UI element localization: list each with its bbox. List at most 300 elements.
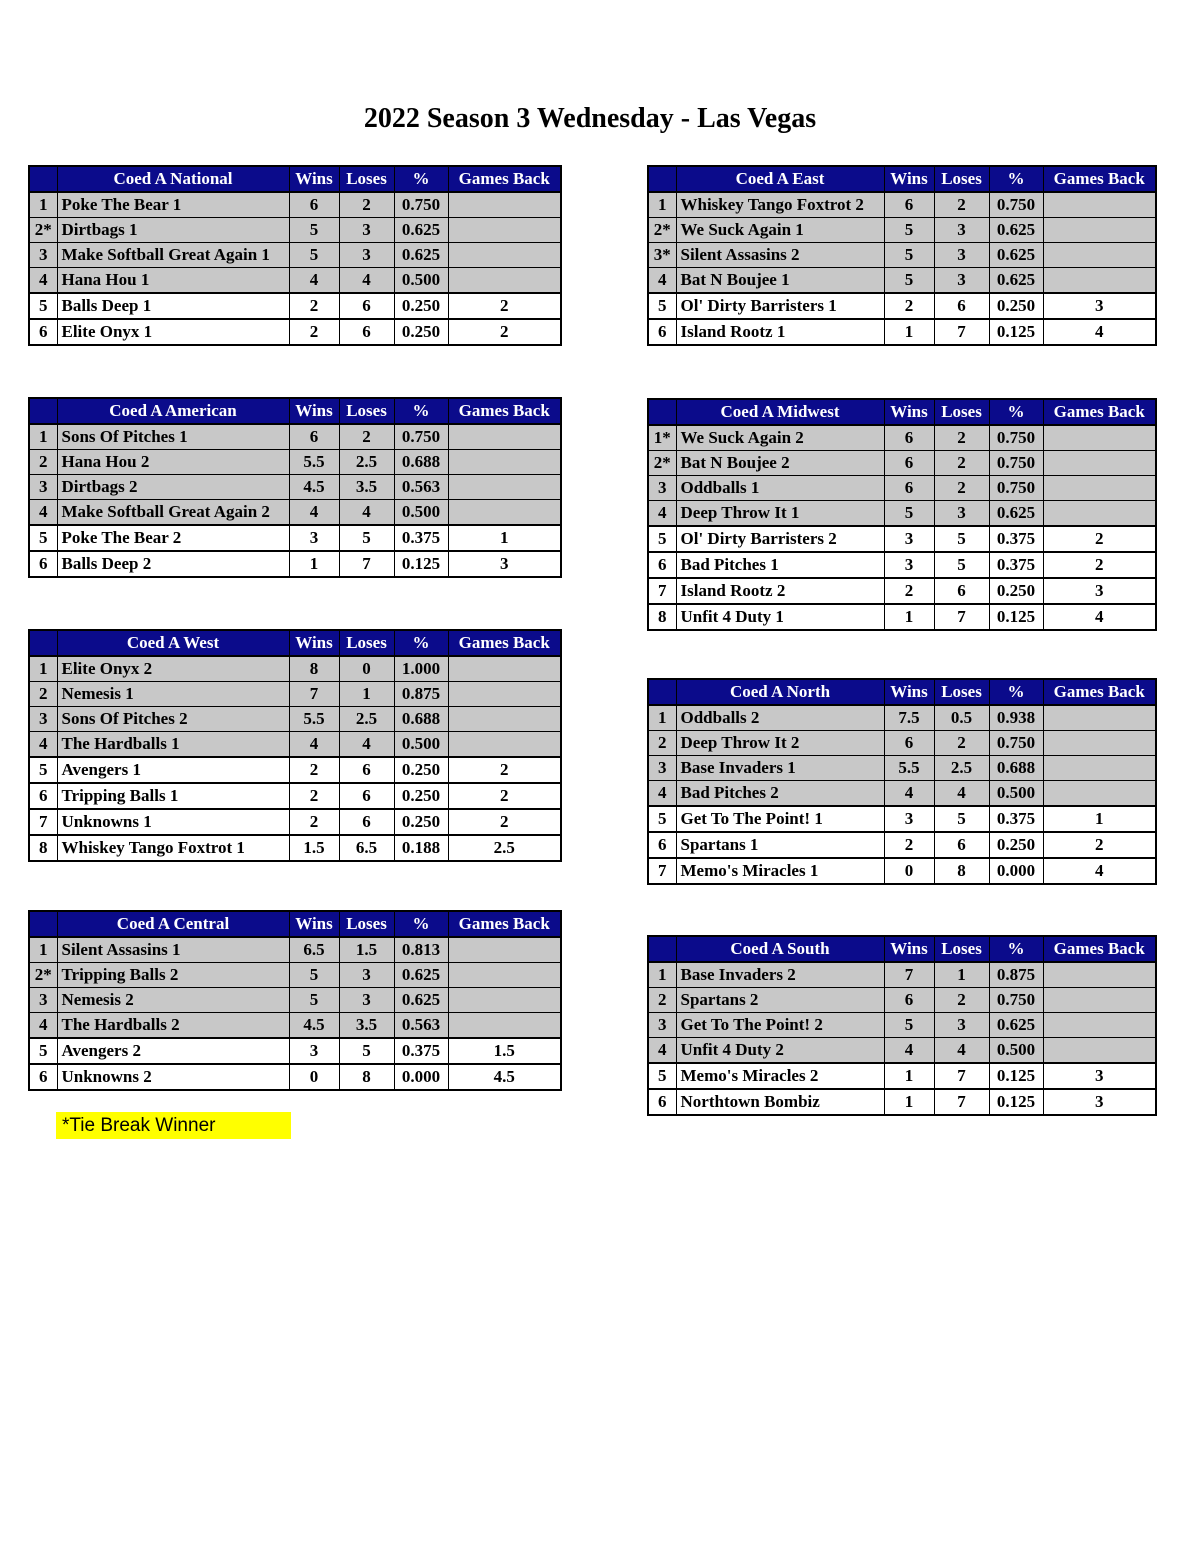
wins-value: 1 — [884, 1089, 934, 1115]
team-row — [648, 526, 1156, 552]
tie-break-footnote: *Tie Break Winner — [56, 1112, 291, 1139]
column-header: Wins — [884, 679, 934, 705]
rank-cell: 2* — [29, 963, 57, 988]
pct-value: 0.188 — [394, 835, 448, 861]
rank-cell: 5 — [648, 293, 676, 319]
loses-value: 0 — [339, 656, 394, 682]
games-back-value: 4 — [1043, 319, 1156, 345]
wins-value: 5 — [289, 988, 339, 1013]
team-name: Spartans 1 — [676, 832, 884, 858]
team-row — [648, 578, 1156, 604]
games-back-value — [448, 218, 561, 243]
loses-value: 6 — [339, 757, 394, 783]
loses-value: 5 — [934, 526, 989, 552]
standings-table — [647, 678, 1157, 885]
pct-value: 0.125 — [989, 604, 1043, 630]
wins-value: 1 — [884, 319, 934, 345]
games-back-value: 4 — [1043, 858, 1156, 884]
team-row — [29, 1038, 561, 1064]
pct-value: 0.375 — [989, 552, 1043, 578]
wins-value: 4 — [289, 500, 339, 526]
rank-cell: 2* — [648, 451, 676, 476]
games-back-value: 1 — [1043, 806, 1156, 832]
pct-value: 0.750 — [989, 192, 1043, 218]
rank-cell: 1 — [29, 424, 57, 450]
rank-cell: 6 — [648, 1089, 676, 1115]
loses-value: 4 — [339, 268, 394, 294]
rank-cell: 8 — [29, 835, 57, 861]
wins-value: 2 — [289, 293, 339, 319]
rank-cell: 2 — [29, 682, 57, 707]
column-header: Games Back — [448, 630, 561, 656]
wins-value: 2 — [884, 293, 934, 319]
pct-value: 0.500 — [394, 268, 448, 294]
wins-value: 6 — [884, 451, 934, 476]
rank-cell: 2* — [648, 218, 676, 243]
loses-value: 2 — [934, 425, 989, 451]
team-name: Sons Of Pitches 2 — [57, 707, 289, 732]
loses-value: 5 — [339, 1038, 394, 1064]
corner-cell — [29, 911, 57, 937]
team-row — [648, 1063, 1156, 1089]
rank-cell: 3 — [29, 707, 57, 732]
team-row — [648, 319, 1156, 345]
column-header: Games Back — [1043, 936, 1156, 962]
rank-cell: 4 — [29, 1013, 57, 1039]
rank-cell: 1 — [648, 705, 676, 731]
table-coed-a-american — [28, 397, 562, 578]
wins-value: 2 — [289, 809, 339, 835]
rank-cell: 1 — [29, 192, 57, 218]
column-header: Games Back — [1043, 166, 1156, 192]
games-back-value: 2 — [448, 809, 561, 835]
pct-value: 0.250 — [394, 809, 448, 835]
pct-value: 0.625 — [989, 501, 1043, 527]
rank-cell: 3 — [29, 475, 57, 500]
division-header: Coed A East — [676, 166, 884, 192]
team-name: Make Softball Great Again 1 — [57, 243, 289, 268]
column-header: Wins — [289, 911, 339, 937]
pct-value: 0.563 — [394, 1013, 448, 1039]
loses-value: 7 — [934, 1063, 989, 1089]
corner-cell — [29, 630, 57, 656]
loses-value: 7 — [934, 319, 989, 345]
team-row — [648, 552, 1156, 578]
standings-table — [28, 629, 562, 862]
team-name: Balls Deep 1 — [57, 293, 289, 319]
corner-cell — [648, 936, 676, 962]
pct-value: 0.375 — [394, 525, 448, 551]
team-row — [29, 293, 561, 319]
team-row — [29, 268, 561, 294]
games-back-value: 2 — [448, 319, 561, 345]
loses-value: 7 — [934, 1089, 989, 1115]
rank-cell: 2 — [648, 988, 676, 1013]
table-coed-a-north — [647, 678, 1157, 885]
team-name: Island Rootz 1 — [676, 319, 884, 345]
table-coed-a-central — [28, 910, 562, 1091]
team-name: Island Rootz 2 — [676, 578, 884, 604]
team-name: Make Softball Great Again 2 — [57, 500, 289, 526]
header-row — [648, 166, 1156, 192]
column-header: Loses — [934, 399, 989, 425]
wins-value: 5.5 — [289, 450, 339, 475]
team-row — [648, 756, 1156, 781]
team-row — [29, 500, 561, 526]
wins-value: 1.5 — [289, 835, 339, 861]
team-name: Deep Throw It 2 — [676, 731, 884, 756]
team-row — [29, 243, 561, 268]
loses-value: 3.5 — [339, 475, 394, 500]
team-row — [29, 1064, 561, 1090]
games-back-value: 2 — [1043, 832, 1156, 858]
column-header: % — [989, 936, 1043, 962]
team-name: Base Invaders 1 — [676, 756, 884, 781]
team-row — [648, 243, 1156, 268]
games-back-value — [1043, 501, 1156, 527]
loses-value: 2 — [934, 192, 989, 218]
games-back-value — [448, 500, 561, 526]
loses-value: 5 — [934, 552, 989, 578]
rank-cell: 6 — [648, 319, 676, 345]
wins-value: 5 — [884, 1013, 934, 1038]
team-name: Dirtbags 2 — [57, 475, 289, 500]
team-name: Avengers 2 — [57, 1038, 289, 1064]
pct-value: 0.688 — [394, 450, 448, 475]
team-name: Base Invaders 2 — [676, 962, 884, 988]
rank-cell: 5 — [648, 526, 676, 552]
wins-value: 4 — [884, 781, 934, 807]
loses-value: 2 — [934, 988, 989, 1013]
team-name: Oddballs 2 — [676, 705, 884, 731]
games-back-value — [448, 424, 561, 450]
wins-value: 3 — [884, 552, 934, 578]
pct-value: 0.500 — [989, 1038, 1043, 1064]
loses-value: 2.5 — [339, 450, 394, 475]
rank-cell: 3 — [648, 476, 676, 501]
team-row — [29, 218, 561, 243]
rank-cell: 1 — [648, 192, 676, 218]
team-name: Memo's Miracles 2 — [676, 1063, 884, 1089]
team-name: We Suck Again 2 — [676, 425, 884, 451]
team-row — [648, 268, 1156, 294]
wins-value: 4 — [884, 1038, 934, 1064]
division-header: Coed A Midwest — [676, 399, 884, 425]
rank-cell: 7 — [29, 809, 57, 835]
games-back-value — [448, 682, 561, 707]
games-back-value: 2 — [448, 783, 561, 809]
team-row — [648, 476, 1156, 501]
pct-value: 0.563 — [394, 475, 448, 500]
wins-value: 1 — [289, 551, 339, 577]
team-row — [29, 656, 561, 682]
rank-cell: 5 — [29, 757, 57, 783]
team-name: Get To The Point! 2 — [676, 1013, 884, 1038]
games-back-value — [1043, 1013, 1156, 1038]
column-header: % — [989, 679, 1043, 705]
loses-value: 3 — [339, 218, 394, 243]
rank-cell: 3 — [648, 756, 676, 781]
rank-cell: 7 — [648, 858, 676, 884]
wins-value: 5 — [289, 218, 339, 243]
team-name: Nemesis 1 — [57, 682, 289, 707]
loses-value: 3 — [934, 1013, 989, 1038]
rank-cell: 2 — [648, 731, 676, 756]
pct-value: 0.750 — [989, 476, 1043, 501]
team-row — [648, 192, 1156, 218]
pct-value: 0.875 — [989, 962, 1043, 988]
header-row — [648, 679, 1156, 705]
pct-value: 0.500 — [989, 781, 1043, 807]
wins-value: 1 — [884, 1063, 934, 1089]
team-row — [648, 425, 1156, 451]
loses-value: 1 — [934, 962, 989, 988]
games-back-value: 3 — [1043, 293, 1156, 319]
pct-value: 0.375 — [989, 806, 1043, 832]
games-back-value: 3 — [1043, 1063, 1156, 1089]
loses-value: 2 — [934, 451, 989, 476]
team-name: Tripping Balls 1 — [57, 783, 289, 809]
rank-cell: 4 — [648, 501, 676, 527]
wins-value: 5 — [884, 268, 934, 294]
team-row — [29, 319, 561, 345]
pct-value: 0.750 — [394, 192, 448, 218]
corner-cell — [648, 166, 676, 192]
team-name: Bat N Boujee 1 — [676, 268, 884, 294]
pct-value: 0.500 — [394, 500, 448, 526]
loses-value: 4 — [339, 500, 394, 526]
games-back-value — [1043, 731, 1156, 756]
team-row — [29, 757, 561, 783]
column-header: Games Back — [448, 166, 561, 192]
loses-value: 2 — [934, 731, 989, 756]
loses-value: 3.5 — [339, 1013, 394, 1039]
pct-value: 0.625 — [394, 988, 448, 1013]
pct-value: 0.000 — [989, 858, 1043, 884]
corner-cell — [29, 398, 57, 424]
games-back-value — [1043, 962, 1156, 988]
team-name: Unknowns 1 — [57, 809, 289, 835]
team-name: The Hardballs 2 — [57, 1013, 289, 1039]
games-back-value: 3 — [1043, 1089, 1156, 1115]
team-row — [648, 705, 1156, 731]
games-back-value — [448, 707, 561, 732]
team-name: Silent Assasins 2 — [676, 243, 884, 268]
team-name: The Hardballs 1 — [57, 732, 289, 758]
loses-value: 2 — [934, 476, 989, 501]
loses-value: 5 — [934, 806, 989, 832]
table-coed-a-national — [28, 165, 562, 346]
rank-cell: 4 — [648, 1038, 676, 1064]
column-header: Loses — [339, 166, 394, 192]
team-name: Elite Onyx 1 — [57, 319, 289, 345]
team-row — [648, 501, 1156, 527]
loses-value: 2.5 — [339, 707, 394, 732]
pct-value: 0.250 — [394, 293, 448, 319]
header-row — [29, 630, 561, 656]
team-name: Hana Hou 1 — [57, 268, 289, 294]
wins-value: 3 — [289, 1038, 339, 1064]
games-back-value — [448, 656, 561, 682]
team-row — [29, 424, 561, 450]
wins-value: 2 — [289, 319, 339, 345]
loses-value: 3 — [934, 501, 989, 527]
rank-cell: 1 — [29, 937, 57, 963]
loses-value: 1.5 — [339, 937, 394, 963]
pct-value: 0.625 — [989, 268, 1043, 294]
loses-value: 5 — [339, 525, 394, 551]
team-row — [648, 781, 1156, 807]
team-name: Balls Deep 2 — [57, 551, 289, 577]
games-back-value: 2.5 — [448, 835, 561, 861]
games-back-value — [448, 1013, 561, 1039]
rank-cell: 2 — [29, 450, 57, 475]
games-back-value — [448, 937, 561, 963]
wins-value: 6 — [884, 425, 934, 451]
team-row — [29, 835, 561, 861]
games-back-value — [448, 192, 561, 218]
games-back-value — [1043, 988, 1156, 1013]
wins-value: 6 — [289, 192, 339, 218]
pct-value: 0.125 — [989, 319, 1043, 345]
team-name: Poke The Bear 2 — [57, 525, 289, 551]
column-header: Loses — [339, 398, 394, 424]
division-header: Coed A Central — [57, 911, 289, 937]
team-name: Tripping Balls 2 — [57, 963, 289, 988]
wins-value: 5 — [884, 501, 934, 527]
team-name: Get To The Point! 1 — [676, 806, 884, 832]
loses-value: 6 — [934, 832, 989, 858]
pct-value: 0.750 — [989, 451, 1043, 476]
rank-cell: 5 — [648, 1063, 676, 1089]
loses-value: 3 — [934, 243, 989, 268]
table-coed-a-east — [647, 165, 1157, 346]
rank-cell: 5 — [29, 525, 57, 551]
column-header: Loses — [934, 679, 989, 705]
header-row — [29, 398, 561, 424]
loses-value: 2 — [339, 192, 394, 218]
wins-value: 5.5 — [884, 756, 934, 781]
rank-cell: 5 — [29, 293, 57, 319]
column-header: Wins — [884, 166, 934, 192]
games-back-value — [1043, 425, 1156, 451]
pct-value: 0.938 — [989, 705, 1043, 731]
header-row — [648, 936, 1156, 962]
corner-cell — [29, 166, 57, 192]
wins-value: 1 — [884, 604, 934, 630]
team-name: Nemesis 2 — [57, 988, 289, 1013]
column-header: % — [394, 630, 448, 656]
wins-value: 5 — [289, 243, 339, 268]
pct-value: 0.813 — [394, 937, 448, 963]
games-back-value: 4.5 — [448, 1064, 561, 1090]
column-header: % — [394, 398, 448, 424]
rank-cell: 3 — [29, 243, 57, 268]
team-row — [29, 783, 561, 809]
division-header: Coed A North — [676, 679, 884, 705]
wins-value: 3 — [884, 806, 934, 832]
standings-table — [647, 935, 1157, 1116]
wins-value: 6 — [884, 988, 934, 1013]
games-back-value: 1 — [448, 525, 561, 551]
loses-value: 3 — [339, 988, 394, 1013]
team-name: We Suck Again 1 — [676, 218, 884, 243]
header-row — [29, 166, 561, 192]
rank-cell: 6 — [648, 832, 676, 858]
team-name: Avengers 1 — [57, 757, 289, 783]
pct-value: 0.750 — [989, 988, 1043, 1013]
games-back-value — [448, 243, 561, 268]
team-row — [648, 731, 1156, 756]
team-row — [29, 732, 561, 758]
loses-value: 6 — [339, 783, 394, 809]
team-row — [648, 1013, 1156, 1038]
team-name: Northtown Bombiz — [676, 1089, 884, 1115]
standings-table — [28, 910, 562, 1091]
games-back-value — [448, 450, 561, 475]
games-back-value: 2 — [1043, 552, 1156, 578]
rank-cell: 6 — [29, 551, 57, 577]
wins-value: 2 — [289, 757, 339, 783]
team-name: Poke The Bear 1 — [57, 192, 289, 218]
team-row — [648, 806, 1156, 832]
wins-value: 6 — [884, 192, 934, 218]
pct-value: 0.750 — [989, 731, 1043, 756]
loses-value: 4 — [339, 732, 394, 758]
loses-value: 6 — [339, 809, 394, 835]
column-header: Wins — [289, 630, 339, 656]
pct-value: 0.625 — [989, 243, 1043, 268]
column-header: Games Back — [1043, 679, 1156, 705]
team-name: Hana Hou 2 — [57, 450, 289, 475]
rank-cell: 6 — [29, 319, 57, 345]
wins-value: 5 — [884, 218, 934, 243]
games-back-value: 2 — [448, 757, 561, 783]
team-row — [29, 682, 561, 707]
loses-value: 7 — [339, 551, 394, 577]
wins-value: 7 — [289, 682, 339, 707]
column-header: Loses — [339, 630, 394, 656]
pct-value: 0.625 — [989, 218, 1043, 243]
wins-value: 5.5 — [289, 707, 339, 732]
team-row — [648, 1038, 1156, 1064]
column-header: Loses — [934, 936, 989, 962]
games-back-value — [1043, 705, 1156, 731]
rank-cell: 4 — [29, 732, 57, 758]
standings-table — [647, 398, 1157, 631]
pct-value: 0.750 — [989, 425, 1043, 451]
rank-cell: 5 — [29, 1038, 57, 1064]
rank-cell: 4 — [648, 781, 676, 807]
wins-value: 2 — [884, 832, 934, 858]
team-row — [29, 809, 561, 835]
loses-value: 6 — [339, 319, 394, 345]
team-row — [648, 988, 1156, 1013]
games-back-value: 4 — [1043, 604, 1156, 630]
games-back-value — [448, 732, 561, 758]
games-back-value — [1043, 243, 1156, 268]
pct-value: 0.375 — [394, 1038, 448, 1064]
team-row — [29, 937, 561, 963]
pct-value: 0.625 — [394, 243, 448, 268]
team-row — [648, 293, 1156, 319]
loses-value: 6.5 — [339, 835, 394, 861]
header-row — [648, 399, 1156, 425]
wins-value: 0 — [884, 858, 934, 884]
page-title: 2022 Season 3 Wednesday - Las Vegas — [363, 103, 817, 134]
column-header: Games Back — [448, 398, 561, 424]
team-name: Bad Pitches 1 — [676, 552, 884, 578]
